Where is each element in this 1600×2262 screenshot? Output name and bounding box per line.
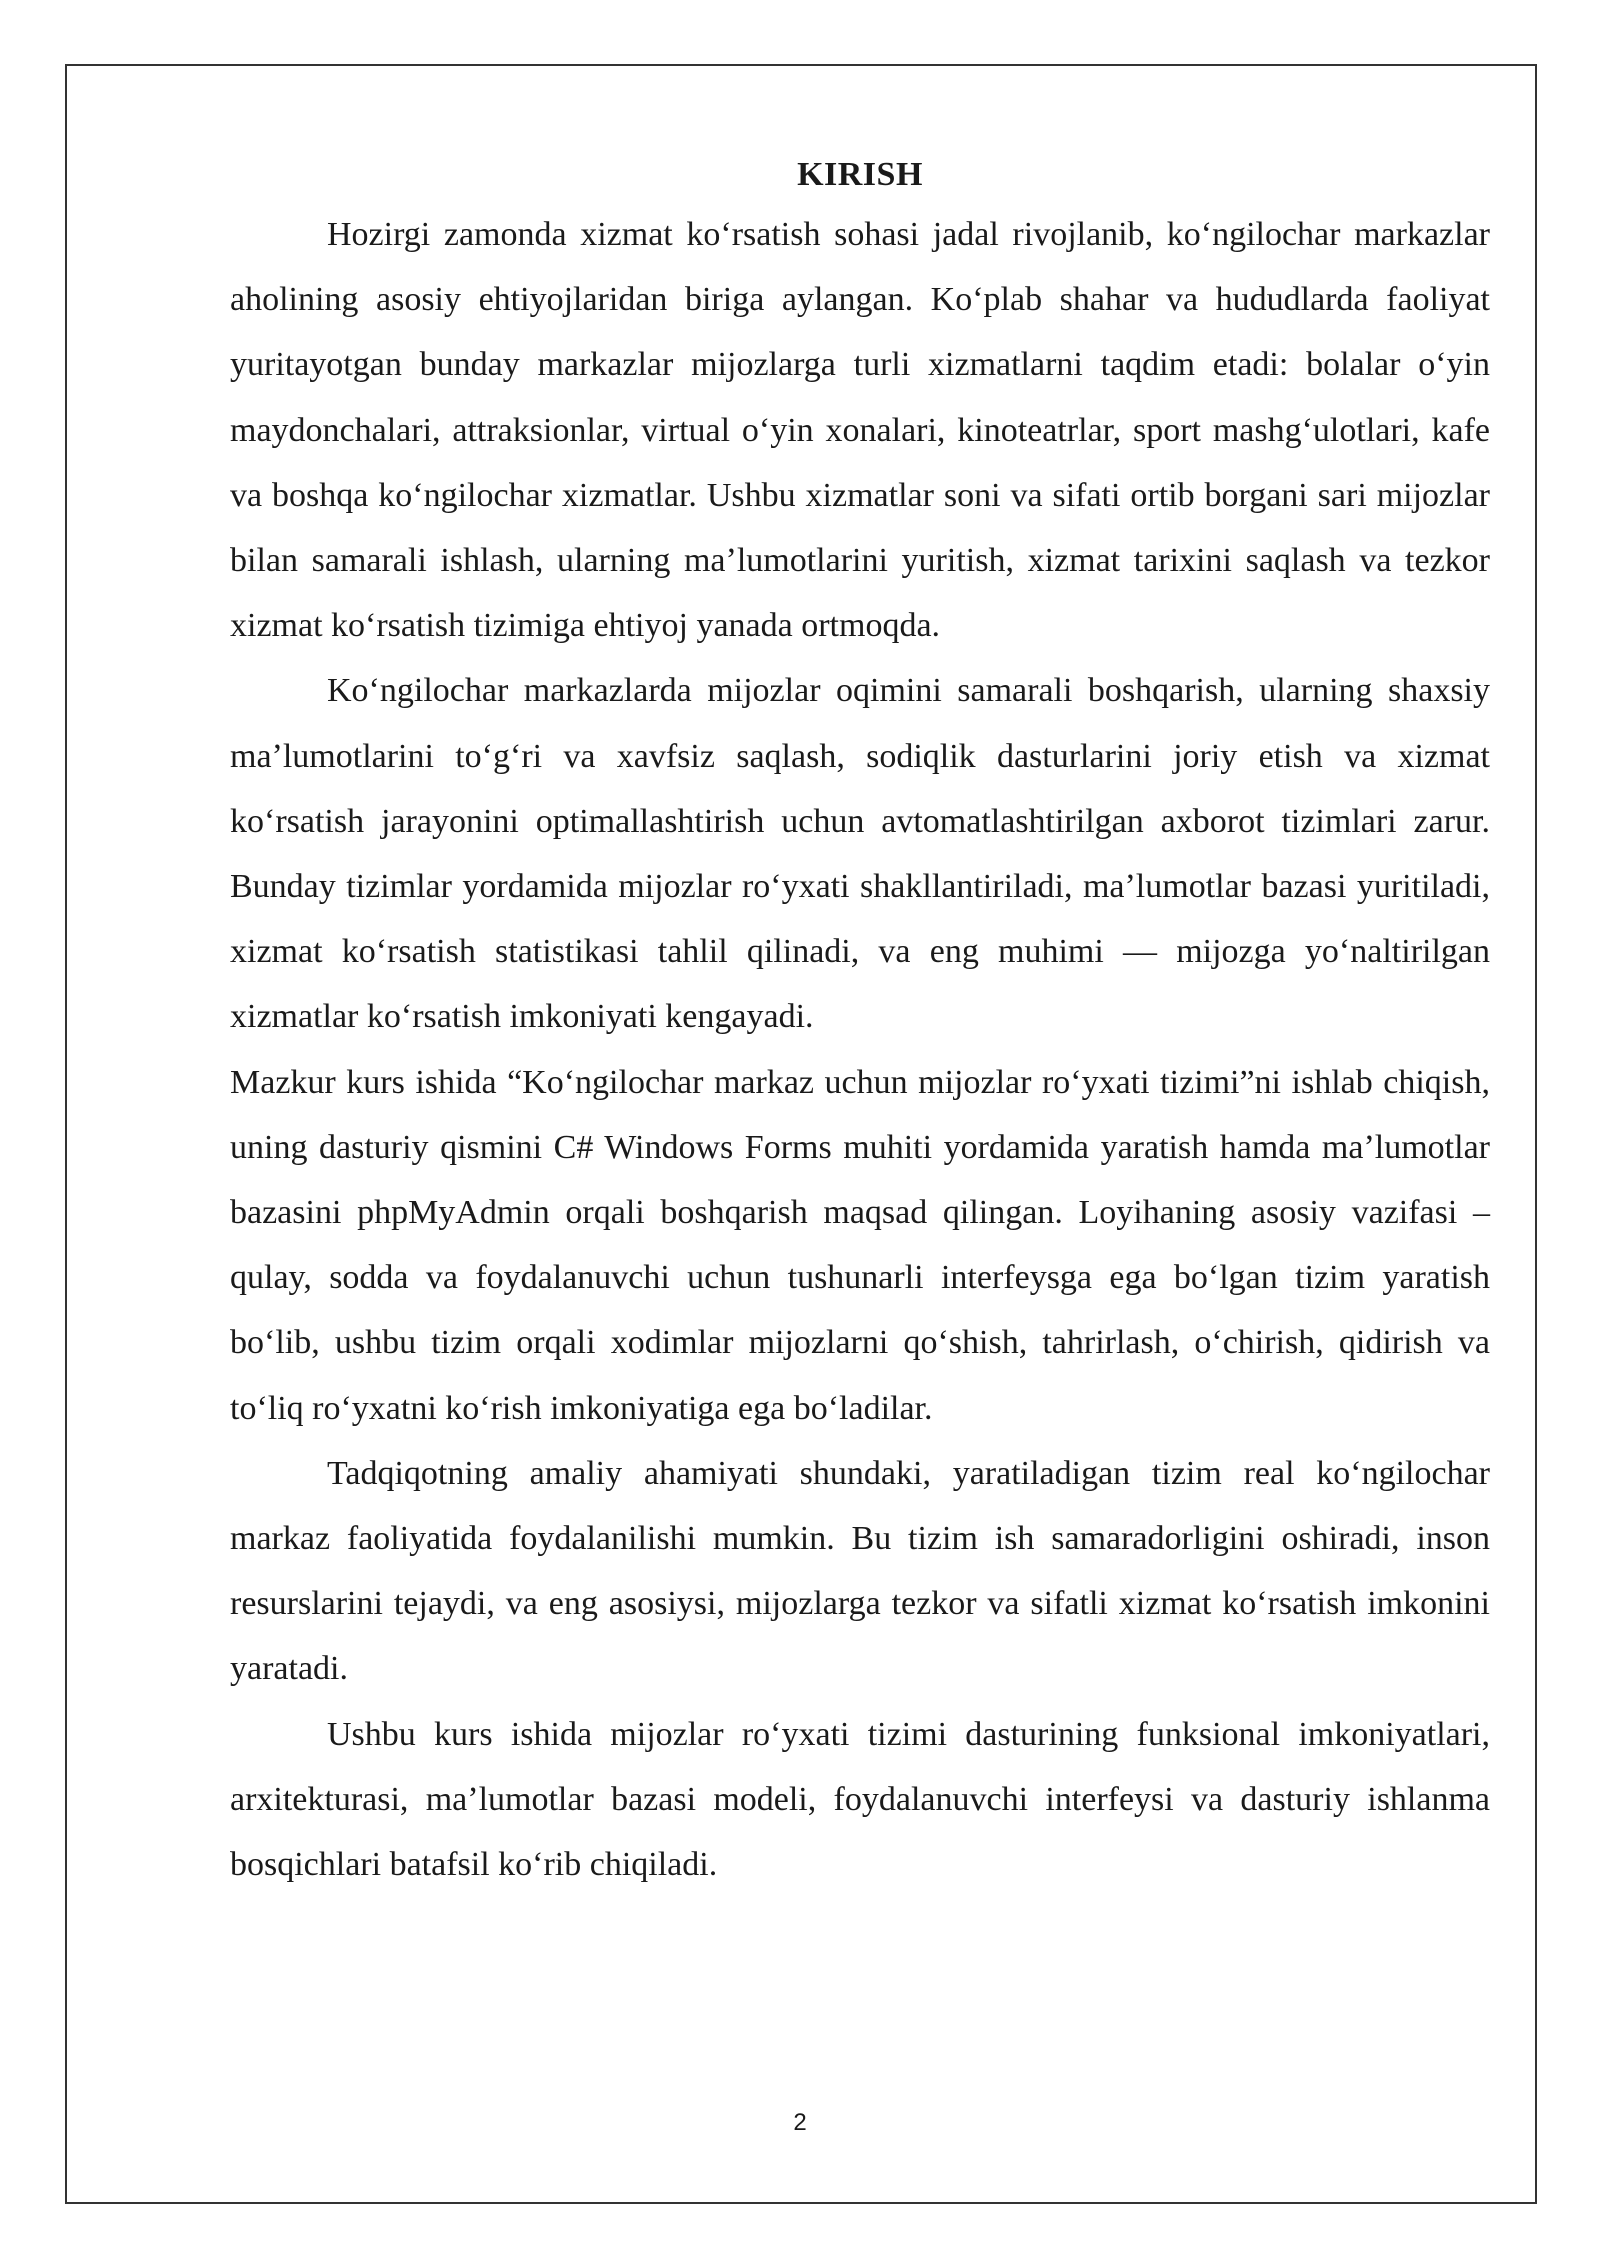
paragraph-1: Hozirgi zamonda xizmat koʻrsatish sohasi jadal rivojlanib, koʻngilochar markazlar aholining asosiy ehtiyojlaridan biriga aylangan. Koʻplab shahar va hududlarda faoliyat yuritayotgan bunday markazlar mijozlarga turli xizmatlarni taqdim etadi: bolalar oʻyin maydonchalari, attraksionlar, virtual oʻyin xonalari, kinoteatrlar, sport mashgʻulotlari, kafe va boshqa koʻngilochar xizmatlar. Ushbu xizmatlar soni va sifati ortib borgani sari mijozlar bilan samarali ishlash, ularning maʼlumotlarini yuritish, xizmat tarixini saqlash va tezkor xizmat koʻrsatish tizimiga ehtiyoj yanada ortmoqda. [230, 216, 1490, 645]
paragraph-3: Mazkur kurs ishida “Koʻngilochar markaz uchun mijozlar roʻyxati tizimi”ni ishlab chiqish, uning dasturiy qismini C# Windows Forms muhiti yordamida yaratish hamda maʼlumotlar bazasini phpMyAdmin orqali boshqarish maqsad qilingan. Loyihaning asosiy vazifasi – qulay, sodda va foydalanuvchi uchun tushunarli interfeysga ega boʻlgan tizim yaratish boʻlib, ushbu tizim orqali xodimlar mijozlarni qoʻshish, tahrirlash, oʻchirish, qidirish va toʻliq roʻyxatni koʻrish imkoniyatiga ega boʻladilar. [230, 1063, 1490, 1427]
document-body [230, 148, 1490, 1897]
page-number: 2 [793, 2109, 807, 2136]
document-title: KIRISH [797, 156, 923, 193]
paragraph-4: Tadqiqotning amaliy ahamiyati shundaki, yaratiladigan tizim real koʻngilochar markaz faoliyatida foydalanilishi mumkin. Bu tizim ish samaradorligini oshiradi, inson resurslarini tejaydi, va eng asosiysi, mijozlarga tezkor va sifatli xizmat koʻrsatish imkonini yaratadi. [230, 1454, 1490, 1688]
paragraph-2: Koʻngilochar markazlarda mijozlar oqimini samarali boshqarish, ularning shaxsiy maʼlumotlarini toʻgʻri va xavfsiz saqlash, sodiqlik dasturlarini joriy etish va xizmat koʻrsatish jarayonini optimallashtirish uchun avtomatlashtirilgan axborot tizimlari zarur. Bunday tizimlar yordamida mijozlar roʻyxati shakllantiriladi, maʼlumotlar bazasi yuritiladi, xizmat koʻrsatish statistikasi tahlil qilinadi, va eng muhimi — mijozga yoʻnaltirilgan xizmatlar koʻrsatish imkoniyati kengayadi. [230, 672, 1490, 1036]
paragraph-5: Ushbu kurs ishida mijozlar roʻyxati tizimi dasturining funksional imkoniyatlari, arxitekturasi, maʼlumotlar bazasi modeli, foydalanuvchi interfeysi va dasturiy ishlanma bosqichlari batafsil koʻrib chiqiladi. [230, 1715, 1490, 1884]
